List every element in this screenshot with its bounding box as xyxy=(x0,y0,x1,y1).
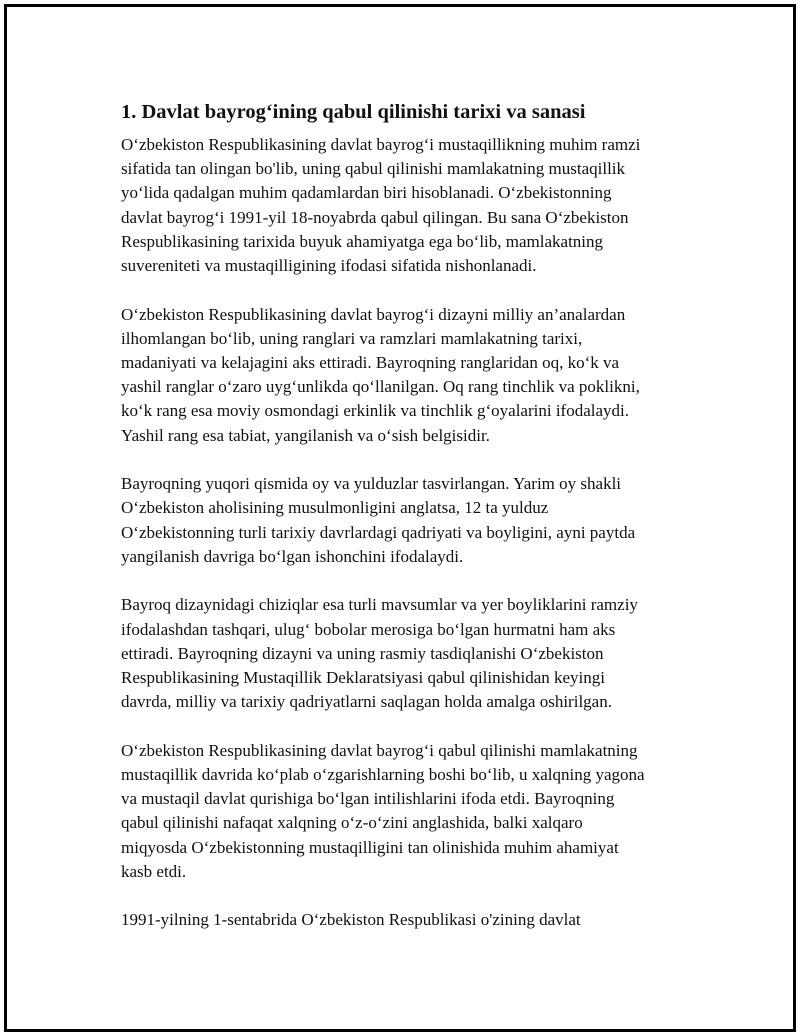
paragraph-4 xyxy=(121,593,711,714)
section-title: 1. Davlat bayrog‘ining qabul qilinishi tarixi va sanasi xyxy=(121,101,586,123)
text-line: O‘zbekistonning turli tarixiy davrlardagi qadriyati va boyligini, ayni paytda xyxy=(121,522,636,542)
text-line: O‘zbekiston Respublikasining davlat bayrog‘i qabul qilinishi mamlakatning xyxy=(121,740,638,760)
text-line: kasb etdi. xyxy=(121,861,187,881)
text-line: qabul qilinishi nafaqat xalqning o‘z-o‘zini anglashida, balki xalqaro xyxy=(121,813,583,833)
text-line: Respublikasining Mustaqillik Deklaratsiyasi qabul qilinishidan keyingi xyxy=(121,668,605,688)
text-line: yashil ranglar o‘zaro uyg‘unlikda qo‘llanilgan. Oq rang tinchlik va poklikni, xyxy=(121,377,640,397)
text-line: va mustaqil davlat qurishiga bo‘lgan intilishlarini ifoda etdi. Bayroqning xyxy=(121,789,615,809)
text-line: O‘zbekiston aholisining musulmonligini anglatsa, 12 ta yulduz xyxy=(121,498,549,518)
text-line: madaniyati va kelajagini aks ettiradi. Bayroqning ranglaridan oq, ko‘k va xyxy=(121,353,620,373)
text-line: ilhomlangan bo‘lib, uning ranglari va ramzlari mamlakatning tarixi, xyxy=(121,328,583,348)
text-line: ifodalashdan tashqari, ulug‘ bobolar merosiga bo‘lgan hurmatni ham aks xyxy=(121,619,616,639)
text-line: O‘zbekiston Respublikasining davlat bayrog‘i dizayni milliy an’analardan xyxy=(121,304,626,324)
paragraph-1 xyxy=(121,133,711,278)
text-line: yo‘lida qadalgan muhim qadamlardan biri hisoblanadi. O‘zbekistonning xyxy=(121,183,612,203)
text-line: davrda, milliy va tarixiy qadriyatlarni saqlagan holda amalga oshirilgan. xyxy=(121,692,612,712)
page-frame xyxy=(4,4,796,1032)
text-line: ko‘k rang esa moviy osmondagi erkinlik va tinchlik g‘oyalarini ifodalaydi. xyxy=(121,401,629,421)
text-line: mustaqillik davrida ko‘plab o‘zgarishlarning boshi bo‘lib, u xalqning yagona xyxy=(121,765,645,785)
paragraph-3 xyxy=(121,472,711,569)
paragraph-5 xyxy=(121,739,711,884)
text-line: ettiradi. Bayroqning dizayni va uning rasmiy tasdiqlanishi O‘zbekiston xyxy=(121,643,604,663)
document-body xyxy=(121,97,711,957)
text-line: O‘zbekiston Respublikasining davlat bayrog‘i mustaqillikning muhim ramzi xyxy=(121,135,641,154)
text-line: Respublikasining tarixida buyuk ahamiyatga ega bo‘lib, mamlakatning xyxy=(121,231,604,251)
text-line: 1991-yilning 1-sentabrida O‘zbekiston Respublikasi o'zining davlat xyxy=(121,910,581,930)
text-line: Yashil rang esa tabiat, yangilanish va o‘sish belgisidir. xyxy=(121,425,490,445)
text-line: yangilanish davriga bo‘lgan ishonchini ifodalaydi. xyxy=(121,546,464,566)
text-line: Bayroq dizaynidagi chiziqlar esa turli mavsumlar va yer boyliklarini ramziy xyxy=(121,595,638,615)
paragraph-2 xyxy=(121,303,711,448)
text-line: Bayroqning yuqori qismida oy va yulduzlar tasvirlangan. Yarim oy shakli xyxy=(121,474,622,494)
text-line: davlat bayrog‘i 1991-yil 18-noyabrda qabul qilingan. Bu sana O‘zbekiston xyxy=(121,207,629,227)
text-line: miqyosda O‘zbekistonning mustaqilligini tan olinishida muhim ahamiyat xyxy=(121,837,619,857)
text-line: suvereniteti va mustaqilligining ifodasi sifatida nishonlanadi. xyxy=(121,256,537,276)
text-line: sifatida tan olingan bo'lib, uning qabul qilinishi mamlakatning mustaqillik xyxy=(121,159,626,179)
paragraph-6 xyxy=(121,908,711,932)
